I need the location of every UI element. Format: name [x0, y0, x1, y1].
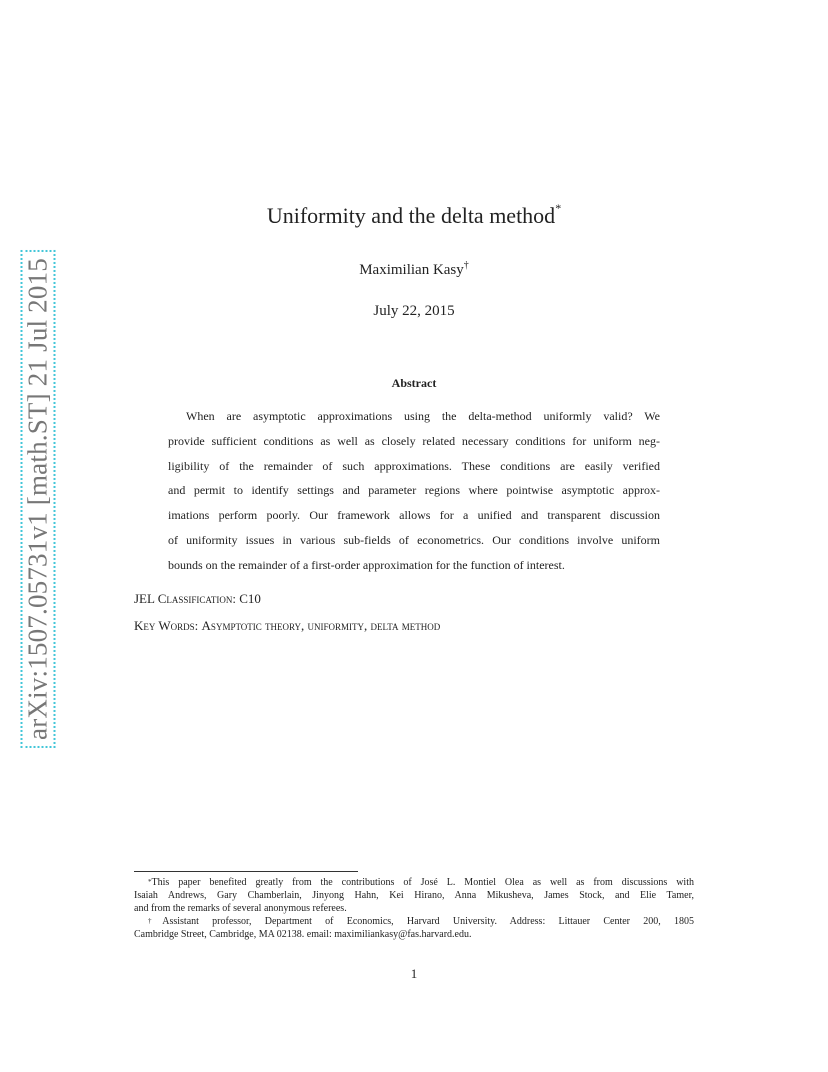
- footnote-mark: *: [148, 878, 152, 886]
- footnote-divider: [134, 871, 358, 872]
- paper-date: July 22, 2015: [373, 303, 455, 319]
- abstract-line: ligibility of the remainder of such approximations. These conditions are easily verified: [168, 458, 660, 473]
- footnote-text: This paper benefited greatly from the contributions of José L. Montiel Olea as well as from discussions with: [151, 877, 694, 888]
- footnote-mark: †: [148, 917, 163, 925]
- jel-label: JEL Classification:: [134, 591, 236, 606]
- footnote-text: Assistant professor, Department of Economics, Harvard University. Address: Littauer Center 200, 1805: [162, 916, 694, 927]
- author-footnote-mark: †: [463, 260, 469, 271]
- abstract-line: imations perform poorly. Our framework allows for a unified and transparent discussion: [168, 508, 660, 523]
- abstract-line: When are asymptotic approximations using the delta-method uniformly valid? We: [186, 409, 660, 423]
- page-number: 1: [410, 966, 418, 981]
- key-words-label: Key Words:: [134, 618, 199, 633]
- key-words: [134, 618, 440, 634]
- abstract-line: of uniformity issues in various sub-fields of econometrics. Our conditions involve uniform: [168, 532, 660, 547]
- key-words-value: Asymptotic theory, uniformity, delta method: [201, 618, 441, 633]
- footnotes: [134, 876, 694, 941]
- abstract-heading: Abstract: [391, 376, 437, 390]
- abstract-line: bounds on the remainder of a first-order approximation for the function of interest.: [168, 557, 565, 572]
- arxiv-stamp-text[interactable]: arXiv:1507.05731v1 [math.ST] 21 Jul 2015: [21, 250, 56, 748]
- paper-title-text: Uniformity and the delta method: [266, 203, 556, 228]
- footnote-line: Isaiah Andrews, Gary Chamberlain, Jinyong Hahn, Kei Hirano, Anna Mikusheva, James Stock, and Elie Tamer,: [134, 890, 694, 901]
- jel-classification: [134, 591, 261, 607]
- jel-value: C10: [239, 591, 261, 606]
- footnote-line: Cambridge Street, Cambridge, MA 02138. email: maximiliankasy@fas.harvard.edu.: [134, 929, 472, 940]
- abstract-line: and permit to identify settings and parameter regions where pointwise asymptotic approx-: [168, 483, 660, 498]
- paper-author: [0, 262, 828, 279]
- footnote-line: [134, 915, 694, 928]
- footnote-line: [134, 876, 694, 889]
- title-footnote-mark: *: [555, 201, 562, 215]
- footnote-line: and from the remarks of several anonymous referees.: [134, 903, 347, 914]
- abstract-line: provide sufficient conditions as well as closely related necessary conditions for uniform neg-: [168, 433, 660, 448]
- paper-title: [0, 203, 828, 229]
- abstract-body: [168, 404, 660, 578]
- arxiv-stamp: [18, 248, 58, 750]
- author-name: Maximilian Kasy: [359, 262, 464, 278]
